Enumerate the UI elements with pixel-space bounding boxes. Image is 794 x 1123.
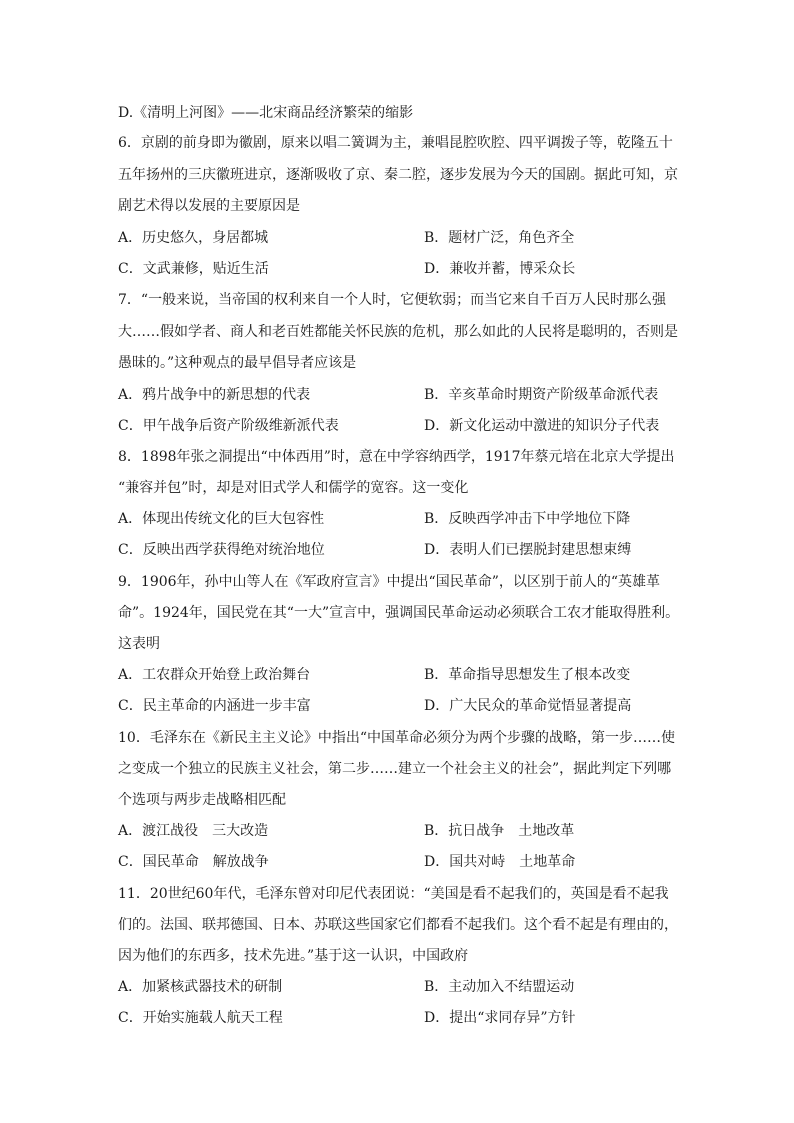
question-9-line-1: 9．1906年，孙中山等人在《军政府宣言》中提出“国民革命”，以区别于前人的“英雄革 xyxy=(118,574,661,590)
question-8-options-row-2 xyxy=(118,541,688,559)
question-11-option-b: B．主动加入不结盟运动 xyxy=(424,979,575,995)
question-7-option-d: D．新文化运动中激进的知识分子代表 xyxy=(424,418,660,434)
question-9-options-row-2 xyxy=(118,697,688,715)
question-11-option-c: C．开始实施载人航天工程 xyxy=(118,1010,283,1026)
question-8-option-c: C．反映出西学获得绝对统治地位 xyxy=(118,542,325,558)
question-6-option-c: C．文武兼修，贴近生活 xyxy=(118,261,269,277)
question-8-line-1: 8．1898年张之洞提出“中体西用”时，意在中学容纳西学，1917年蔡元培在北京大学提出 xyxy=(118,449,675,465)
question-6-options-row-2 xyxy=(118,260,688,278)
question-10-option-c: C．国民革命 解放战争 xyxy=(118,854,269,870)
q5-option-d: D.《清明上河图》——北宋商品经济繁荣的缩影 xyxy=(118,105,414,121)
question-6-options-row-1 xyxy=(118,229,688,247)
question-9-option-a: A．工农群众开始登上政治舞台 xyxy=(118,667,311,683)
question-7-line-2: 大……假如学者、商人和老百姓都能关怀民族的危机，那么如此的人民将是聪明的，否则是 xyxy=(118,324,678,340)
question-10-option-b: B．抗日战争 土地改革 xyxy=(424,823,575,839)
question-7-line-3: 愚昧的。”这种观点的最早倡导者应该是 xyxy=(118,355,357,371)
question-11-line-1: 11．20世纪60年代，毛泽东曾对印尼代表团说：“美国是看不起我们的，英国是看不起我 xyxy=(118,886,669,902)
question-7-option-c: C．甲午战争后资产阶级维新派代表 xyxy=(118,418,339,434)
question-10-option-d: D．国共对峙 土地革命 xyxy=(424,854,576,870)
question-7-option-b: B．辛亥革命时期资产阶级革命派代表 xyxy=(424,387,659,403)
question-11-options-row-1 xyxy=(118,978,688,996)
question-7-option-a: A．鸦片战争中的新思想的代表 xyxy=(118,387,311,403)
question-7-options-row-1 xyxy=(118,386,688,404)
question-11-line-2: 们的。法国、联邦德国、日本、苏联这些国家它们都看不起我们。这个看不起是有理由的， xyxy=(118,917,678,933)
question-8-options-row-1 xyxy=(118,510,688,528)
question-9-line-3: 这表明 xyxy=(118,636,160,652)
question-11-option-a: A．加紧核武器技术的研制 xyxy=(118,979,283,995)
question-10-options-row-2 xyxy=(118,853,688,871)
question-7-line-1: 7．“一般来说，当帝国的权利来自一个人时，它便软弱；而当它来自千百万人民时那么强 xyxy=(118,292,667,308)
question-8-option-b: B．反映西学冲击下中学地位下降 xyxy=(424,511,631,527)
question-8-line-2: “兼容并包”时，却是对旧式学人和儒学的宽容。这一变化 xyxy=(118,480,469,496)
question-6-line-1: 6．京剧的前身即为徽剧，原来以唱二簧调为主，兼唱昆腔吹腔、四平调拨子等，乾隆五十 xyxy=(118,135,673,151)
question-9-line-2: 命”。1924年，国民党在其“一大”宣言中，强调国民革命运动必须联合工农才能取得胜利。 xyxy=(118,605,680,621)
question-6-option-b: B．题材广泛，角色齐全 xyxy=(424,230,575,246)
question-11-line-3: 因为他们的东西多，技术先进。”基于这一认识，中国政府 xyxy=(118,948,469,964)
question-11-options-row-2 xyxy=(118,1009,688,1027)
question-9-options-row-1 xyxy=(118,666,688,684)
question-9-option-b: B．革命指导思想发生了根本改变 xyxy=(424,667,631,683)
question-8-option-d: D．表明人们已摆脱封建思想束缚 xyxy=(424,542,632,558)
question-10-line-2: 之变成一个独立的民族主义社会，第二步……建立一个社会主义的社会”，据此判定下列哪 xyxy=(118,761,672,777)
question-6-line-3: 剧艺术得以发展的主要原因是 xyxy=(118,198,300,214)
question-10-line-3: 个选项与两步走战略相匹配 xyxy=(118,792,286,808)
question-10-option-a: A．渡江战役 三大改造 xyxy=(118,823,269,839)
question-6-line-2: 五年扬州的三庆徽班进京，逐渐吸收了京、秦二腔，逐步发展为今天的国剧。据此可知，京 xyxy=(118,167,678,183)
question-11-option-d: D．提出“求同存异”方针 xyxy=(424,1010,576,1026)
question-10-line-1: 10．毛泽东在《新民主主义论》中指出“中国革命必须分为两个步骤的战略，第一步……使 xyxy=(118,730,675,746)
question-9-option-c: C．民主革命的内涵进一步丰富 xyxy=(118,698,311,714)
question-9-option-d: D．广大民众的革命觉悟显著提高 xyxy=(424,698,632,714)
question-8-option-a: A．体现出传统文化的巨大包容性 xyxy=(118,511,325,527)
question-7-options-row-2 xyxy=(118,417,688,435)
question-6-option-d: D．兼收并蓄，博采众长 xyxy=(424,261,576,277)
question-10-options-row-1 xyxy=(118,822,688,840)
question-6-option-a: A．历史悠久，身居都城 xyxy=(118,230,269,246)
